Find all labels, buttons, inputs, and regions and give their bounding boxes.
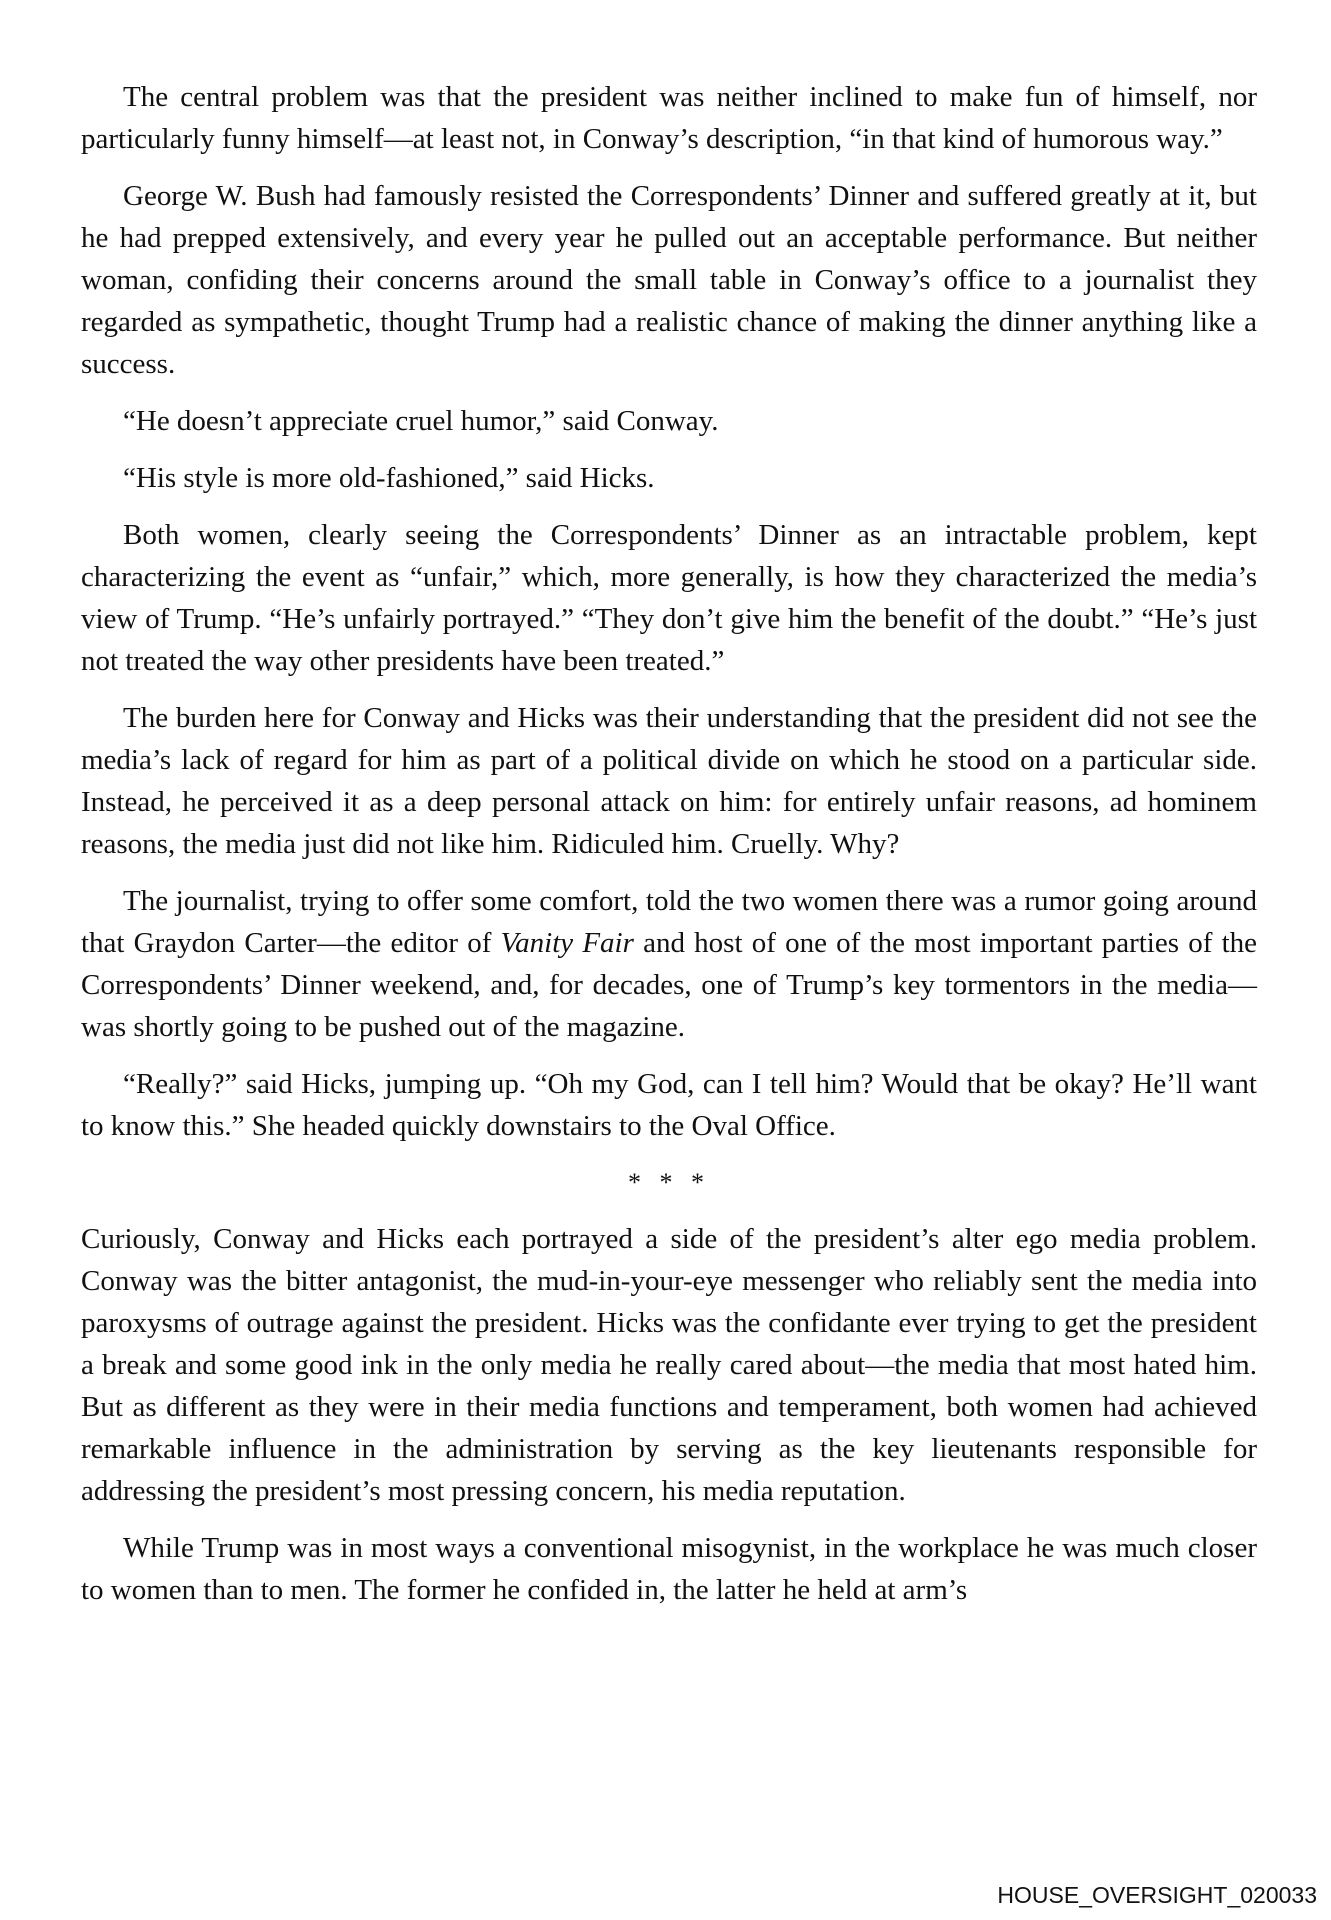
paragraph: The burden here for Conway and Hicks was their understanding that the president did not see the media’s lack of regard for him as part of a political divide on which he stood on a particular side. Instead, he perceived it as a deep personal attack on him: for entirely unfair reasons, ad hominem reasons, the media just did not like him. Ridiculed him. Cruelly. Why? bbox=[81, 702, 1257, 860]
paragraph bbox=[81, 880, 1257, 1048]
document-body bbox=[81, 76, 1257, 1626]
paragraph: “His style is more old-fashioned,” said Hicks. bbox=[123, 462, 655, 494]
text-run: The journalist, trying to offer some comfort, told the two women there was a rumor going around that Graydon Carter—the editor of bbox=[81, 885, 1257, 959]
paragraph: George W. Bush had famously resisted the Correspondents’ Dinner and suffered greatly at it, but he had prepped extensively, and every year he pulled out an acceptable performance. But neither woman, confiding their concerns around the small table in Conway’s office to a journalist they regarded as sympathetic, thought Trump had a realistic chance of making the dinner anything like a success. bbox=[81, 180, 1257, 380]
paragraph: “Really?” said Hicks, jumping up. “Oh my God, can I tell him? Would that be okay? He’ll want to know this.” She headed quickly downstairs to the Oval Office. bbox=[81, 1068, 1257, 1142]
paragraph: Curiously, Conway and Hicks each portrayed a side of the president’s alter ego media problem. Conway was the bitter antagonist, the mud-in-your-eye messenger who reliably sent the media into paroxysms of outrage against the president. Hicks was the confidante ever trying to get the president a break and some good ink in the only media he really cared about—the media that most hated him. But as different as they were in their media functions and temperament, both women had achieved remarkable influence in the administration by serving as the key lieutenants responsible for addressing the president’s most pressing concern, his media reputation. bbox=[81, 1223, 1257, 1507]
paragraph: Both women, clearly seeing the Correspondents’ Dinner as an intractable problem, kept characterizing the event as “unfair,” which, more generally, is how they characterized the media’s view of Trump. “He’s unfairly portrayed.” “They don’t give him the benefit of the doubt.” “He’s just not treated the way other presidents have been treated.” bbox=[81, 519, 1257, 677]
section-break: * * * bbox=[628, 1168, 710, 1197]
bates-number: HOUSE_OVERSIGHT_020033 bbox=[997, 1882, 1317, 1908]
text-run: and host of one of the most important parties of the Correspondents’ Dinner weekend, and, for decades, one of Trump’s key tormentors in the media—was shortly going to be pushed out of the magazine. bbox=[81, 927, 1257, 1043]
magazine-title: Vanity Fair bbox=[500, 927, 634, 959]
paragraph: The central problem was that the president was neither inclined to make fun of himself, nor particularly funny himself—at least not, in Conway’s description, “in that kind of humorous way.” bbox=[81, 81, 1257, 155]
paragraph: “He doesn’t appreciate cruel humor,” said Conway. bbox=[123, 405, 719, 437]
paragraph: While Trump was in most ways a conventional misogynist, in the workplace he was much closer to women than to men. The former he confided in, the latter he held at arm’s bbox=[81, 1532, 1257, 1606]
